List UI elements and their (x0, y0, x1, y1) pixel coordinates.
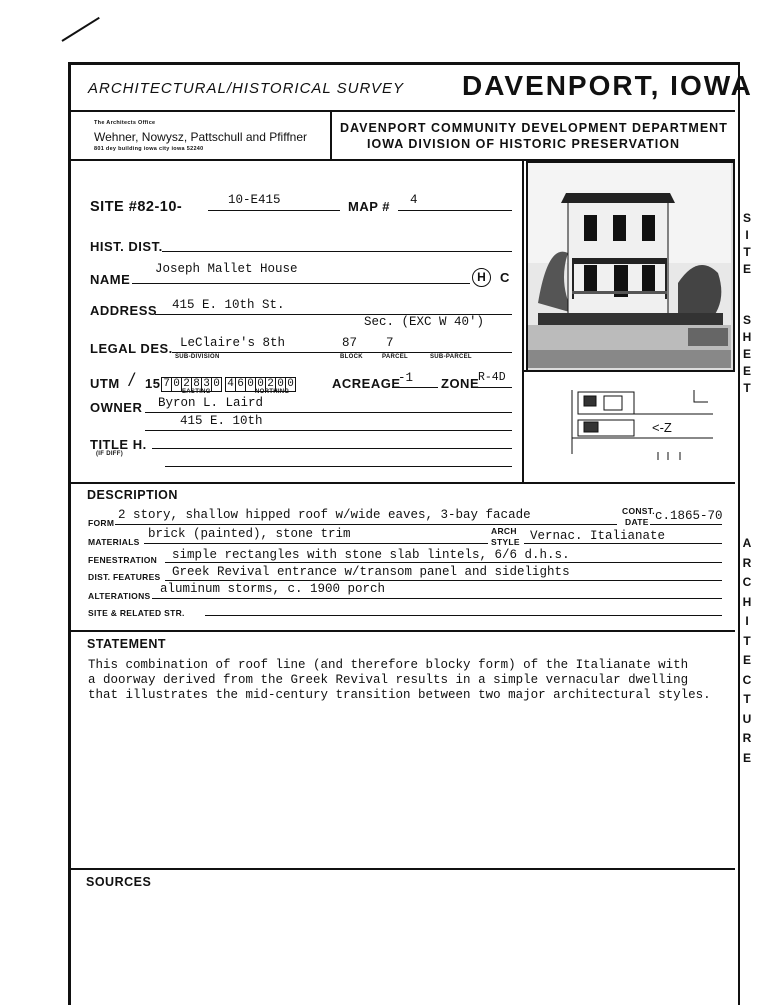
address-value: 415 E. 10th St. (172, 298, 285, 312)
underline (477, 387, 512, 388)
site-related-label: SITE & RELATED STR. (88, 608, 185, 618)
legal-label: LEGAL DES. (90, 341, 173, 356)
alterations-label: ALTERATIONS (88, 591, 151, 601)
site-plan-sketch (568, 386, 718, 464)
underline (145, 412, 512, 413)
easting-boxes: 7 0 2 8 3 0 (161, 373, 221, 392)
subdivision-caption: SUB-DIVISION (175, 354, 220, 360)
hist-dist-label: HIST. DIST. (90, 239, 163, 254)
const-label: CONST. (622, 506, 655, 516)
title-caption: (IF DIFF) (96, 451, 124, 457)
acreage-label: ACREAGE (332, 376, 401, 391)
utm-bracket: / (129, 370, 135, 390)
parcel-value: 7 (386, 336, 394, 350)
underline (392, 387, 438, 388)
divider (523, 370, 735, 372)
underline (208, 210, 340, 211)
divider (70, 868, 735, 870)
map-value: 4 (410, 193, 418, 207)
materials-label: MATERIALS (88, 537, 140, 547)
office-firm: Wehner, Nowysz, Pattschull and Pfiffner (94, 130, 307, 144)
owner-label: OWNER (90, 400, 143, 415)
underline (115, 524, 617, 525)
features-value: Greek Revival entrance w/transom panel and sidelights (172, 565, 570, 579)
fenestration-label: FENESTRATION (88, 555, 158, 565)
owner-value: Byron L. Laird (158, 396, 264, 410)
block-caption: BLOCK (340, 354, 363, 360)
name-value: Joseph Mallet House (155, 262, 298, 276)
dept-line1: DAVENPORT COMMUNITY DEVELOPMENT DEPARTMENT (340, 121, 728, 135)
survey-title: ARCHITECTURAL/HISTORICAL SURVEY (88, 80, 405, 97)
fenestration-value: simple rectangles with stone slab lintels, 6/6 d.h.s. (172, 548, 570, 562)
arch-label: ARCH (491, 526, 517, 536)
underline (172, 352, 512, 353)
site-label: SITE #82-10- (90, 199, 183, 215)
divider (70, 482, 735, 484)
underline (144, 543, 488, 544)
underline (205, 615, 722, 616)
underline (152, 448, 512, 449)
utm-zone: 15 (145, 376, 161, 391)
divider (70, 630, 735, 632)
zone-value: R-4D (478, 371, 506, 384)
zone-label: ZONE (441, 376, 480, 391)
materials-value: brick (painted), stone trim (148, 527, 351, 541)
statement-line-3: that illustrates the mid-century transition between two major architectural styles. (88, 688, 711, 702)
underline (132, 283, 470, 284)
sketch-arrow: <-Z (652, 420, 672, 435)
statement-line-1: This combination of roof line (and therefore blocky form) of the Italianate with (88, 658, 689, 672)
style-value: Vernac. Italianate (530, 529, 666, 543)
underline (162, 251, 512, 252)
house-photo (528, 163, 731, 368)
underline (165, 562, 722, 563)
date-value: c.1865-70 (655, 509, 723, 523)
statement-heading: STATEMENT (87, 637, 167, 651)
map-label: MAP # (348, 199, 390, 214)
features-label: DIST. FEATURES (88, 572, 161, 582)
block-value: 87 (342, 336, 358, 350)
legal-value: LeClaire's 8th (180, 336, 286, 350)
address-label: ADDRESS (90, 303, 158, 318)
pen-mark (61, 17, 99, 42)
underline (165, 466, 512, 467)
acreage-value: -1 (398, 371, 414, 385)
description-heading: DESCRIPTION (87, 488, 178, 502)
date-label: DATE (625, 517, 649, 527)
underline (398, 210, 512, 211)
utm-label: UTM (90, 376, 120, 391)
dept-line2: IOWA DIVISION OF HISTORIC PRESERVATION (367, 137, 681, 151)
northing-boxes: 4 6 0 0 2 0 0 (225, 373, 295, 392)
style-label: STYLE (491, 537, 520, 547)
title-label: TITLE H. (90, 437, 147, 452)
office-line1: The Architects Office (94, 120, 156, 126)
underline (165, 580, 722, 581)
side-label-site-sheet: S I T E S H E E T (742, 211, 752, 395)
underline (524, 543, 722, 544)
alterations-value: aluminum storms, c. 1900 porch (160, 582, 386, 596)
underline (145, 430, 512, 431)
name-h-circle: H (472, 268, 491, 287)
easting-caption: EASTING (182, 389, 211, 395)
sources-heading: SOURCES (86, 875, 152, 889)
name-c: C (500, 270, 510, 285)
northing-caption: NORTHING (255, 389, 290, 395)
divider (70, 110, 735, 112)
statement-line-2: a doorway derived from the Greek Revival results in a simple vernacular dwelling (88, 673, 689, 687)
divider (522, 160, 524, 482)
name-label: NAME (90, 272, 131, 287)
sec-value: Sec. (EXC W 40') (364, 315, 485, 329)
divider (330, 111, 332, 159)
office-address: 801 dey building iowa city iowa 52240 (94, 146, 204, 152)
parcel-caption: PARCEL (382, 354, 409, 360)
city-title: DAVENPORT, IOWA (462, 70, 753, 101)
side-label-architecture: A R C H I T E C T U R E (742, 536, 752, 765)
owner-address: 415 E. 10th (180, 414, 263, 428)
form-label: FORM (88, 518, 115, 528)
form-value: 2 story, shallow hipped roof w/wide eaves, 3-bay facade (118, 508, 531, 522)
subparcel-caption: SUB-PARCEL (430, 354, 472, 360)
underline (650, 524, 722, 525)
underline (152, 598, 722, 599)
site-value: 10-E415 (228, 193, 281, 207)
